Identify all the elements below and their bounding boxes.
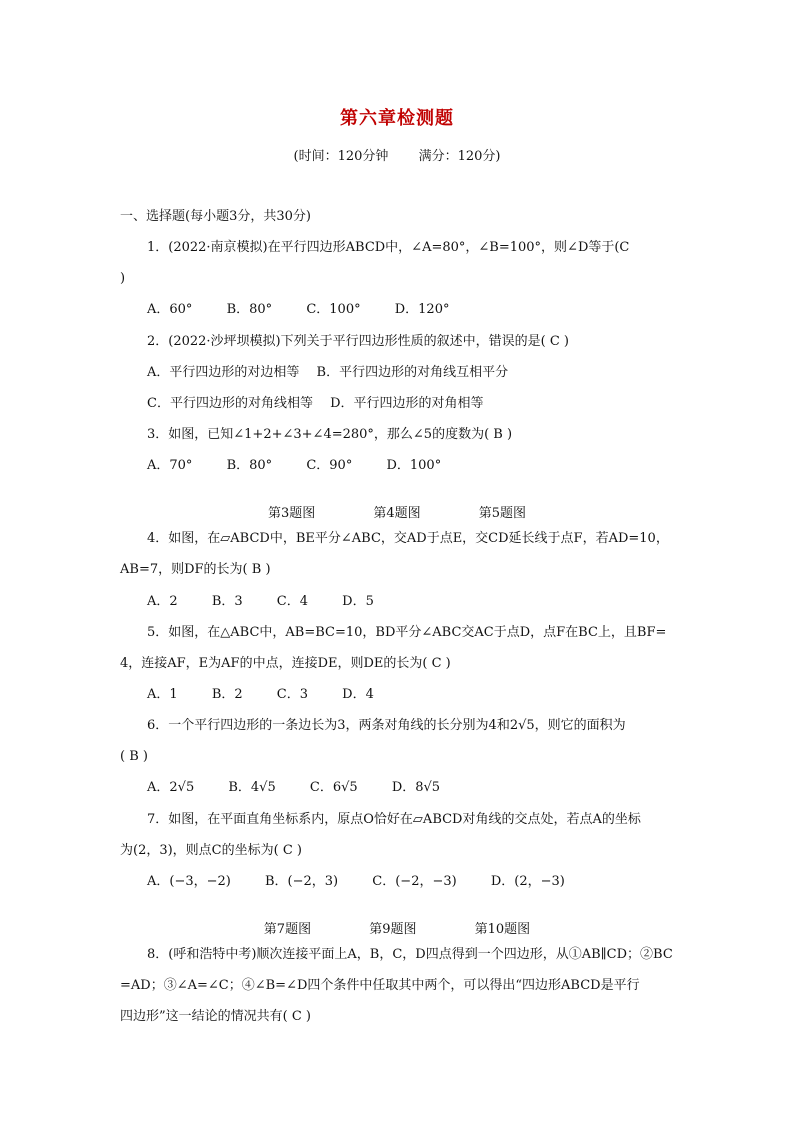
option-c: C．100° (306, 302, 361, 317)
exam-meta (0, 145, 794, 164)
question-4-line-1: 4．如图，在▱ABCD中，BE平分∠ABC，交AD于点E，交CD延长线于点F，若AD=10， (147, 531, 669, 546)
option-a: A．70° (147, 458, 193, 473)
time-limit: (时间：120分钟 (293, 149, 389, 164)
figure-caption: 第5题图 (478, 506, 527, 521)
option-d: D．100° (386, 458, 442, 473)
figure-caption: 第9题图 (369, 922, 417, 937)
question-6-line-1: 6．一个平行四边形的一条边长为3，两条对角线的长分别为4和2√5，则它的面积为 (147, 718, 626, 733)
question-1-line-2: ) (120, 271, 126, 286)
option-c: C．(−2，−3) (372, 874, 457, 889)
question-6-line-2: ( B ) (120, 749, 148, 764)
question-8-line-2: =AD；③∠A=∠C；④∠B=∠D四个条件中任取其中两个，可以得出“四边形ABCD是平行 (120, 978, 640, 993)
option-a: A．2√5 (147, 780, 195, 795)
option-b: B．2 (211, 687, 243, 702)
question-3-options (147, 458, 707, 474)
option-b: B．80° (226, 458, 273, 473)
question-1-line-1: 1．(2022·南京模拟)在平行四边形ABCD中，∠A=80°，∠B=100°，则∠D等于(C (147, 240, 630, 255)
option-b: B．3 (211, 594, 243, 609)
question-2-options-row-1: A．平行四边形的对边相等 B．平行四边形的对角线互相平分 (147, 365, 509, 380)
figure-captions-row-1 (0, 502, 794, 521)
question-2-text: 2．(2022·沙坪坝模拟)下列关于平行四边形性质的叙述中，错误的是( C ) (147, 334, 569, 349)
option-a: A．1 (147, 687, 178, 702)
figure-caption: 第3题图 (267, 506, 316, 521)
question-8-line-3: 四边形”这一结论的情况共有( C ) (120, 1009, 312, 1024)
question-4-options (147, 594, 707, 610)
figure-caption: 第10题图 (474, 922, 531, 937)
full-score: 满分：120分) (418, 149, 501, 164)
section-heading: 一、选择题(每小题3分，共30分) (120, 209, 311, 224)
option-b: B．4√5 (228, 780, 276, 795)
figure-caption: 第4题图 (373, 506, 421, 521)
option-a: A．(−3，−2) (147, 874, 231, 889)
question-5-line-1: 5．如图，在△ABC中，AB=BC=10，BD平分∠ABC交AC于点D，点F在BC上，且BF= (147, 625, 667, 640)
option-b: B．80° (226, 302, 273, 317)
option-d: D．(2，−3) (490, 874, 565, 889)
figure-caption: 第7题图 (263, 922, 312, 937)
option-c: C．90° (306, 458, 353, 473)
question-8-line-1: 8．(呼和浩特中考)顺次连接平面上A，B，C，D四点得到一个四边形，从①AB∥CD；②BC (147, 947, 673, 962)
option-a: A．60° (147, 302, 193, 317)
figure-captions-row-2 (0, 918, 794, 937)
option-c: C．4 (276, 594, 308, 609)
question-5-line-2: 4，连接AF，E为AF的中点，连接DE，则DE的长为( C ) (120, 656, 451, 671)
question-7-line-1: 7．如图，在平面直角坐标系内，原点O恰好在▱ABCD对角线的交点处，若点A的坐标 (147, 812, 641, 827)
question-4-line-2: AB=7，则DF的长为( B ) (120, 562, 271, 577)
option-d: D．5 (342, 594, 374, 609)
option-c: C．3 (276, 687, 308, 702)
option-b: B．(−2，3) (265, 874, 339, 889)
page-title: 第六章检测题 (340, 108, 454, 129)
option-d: D．120° (394, 302, 450, 317)
question-2-options-row-2: C．平行四边形的对角线相等 D．平行四边形的对角相等 (147, 396, 484, 411)
question-3-text: 3．如图，已知∠1+2+∠3+∠4=280°，那么∠5的度数为( B ) (147, 427, 513, 442)
question-5-options (147, 687, 707, 703)
option-d: D．4 (342, 687, 374, 702)
question-7-line-2: 为(2，3)，则点C的坐标为( C ) (120, 843, 302, 858)
question-6-options (147, 780, 707, 796)
option-d: D．8√5 (391, 780, 441, 795)
option-c: C．6√5 (309, 780, 358, 795)
question-7-options (147, 874, 707, 890)
question-1-options (147, 302, 707, 318)
option-a: A．2 (147, 594, 178, 609)
